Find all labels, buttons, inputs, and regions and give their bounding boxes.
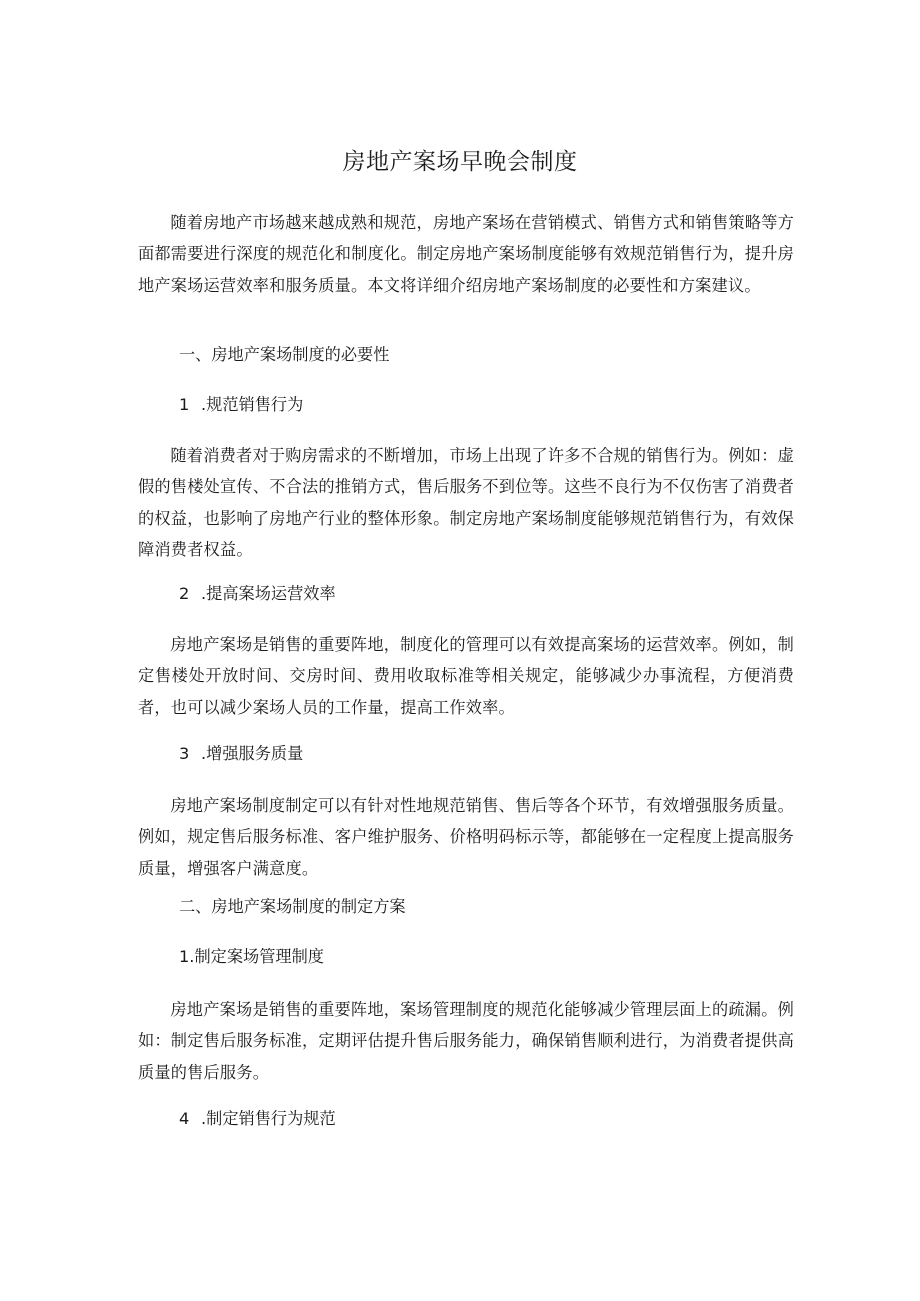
subheading-title: .规范销售行为 <box>201 395 304 414</box>
subheading-2-1: 1.制定案场管理制度 <box>179 947 324 966</box>
paragraph-1-1: 随着消费者对于购房需求的不断增加，市场上出现了许多不合规的销售行为。例如：虚假的售楼处宣传、不合法的推销方式，售后服务不到位等。这些不良行为不仅伤害了消费者的权益，也影响了房地产行业的整体形象。制定房地产案场制度能够规范销售行为，有效保障消费者权益。 <box>138 446 794 559</box>
subheading-number: 3 <box>179 744 190 763</box>
section-2-heading: 二、房地产案场制度的制定方案 <box>179 897 406 916</box>
subheading-2-2 <box>179 1103 336 1134</box>
subheading-number: 2 <box>179 584 190 603</box>
subheading-1-1 <box>179 389 303 420</box>
subheading-1-3 <box>179 738 303 769</box>
subheading-1-2 <box>179 578 336 609</box>
document-title: 房地产案场早晚会制度 <box>342 149 578 176</box>
section-1-heading: 一、房地产案场制度的必要性 <box>179 345 390 364</box>
subheading-number: 1 <box>179 395 190 414</box>
paragraph-1-2: 房地产案场是销售的重要阵地，制度化的管理可以有效提高案场的运营效率。例如，制定售楼处开放时间、交房时间、费用收取标准等相关规定，能够减少办事流程，方便消费者，也可以减少案场人员的工作量，提高工作效率。 <box>138 635 794 717</box>
paragraph-1-3: 房地产案场制度制定可以有针对性地规范销售、售后等各个环节，有效增强服务质量。例如，规定售后服务标准、客户维护服务、价格明码标示等，都能够在一定程度上提高服务质量，增强客户满意度。 <box>138 796 794 878</box>
paragraph-2-1: 房地产案场是销售的重要阵地，案场管理制度的规范化能够减少管理层面上的疏漏。例如：制定售后服务标准，定期评估提升售后服务能力，确保销售顺利进行，为消费者提供高质量的售后服务。 <box>138 1000 794 1082</box>
intro-paragraph: 随着房地产市场越来越成熟和规范，房地产案场在营销模式、销售方式和销售策略等方面都需要进行深度的规范化和制度化。制定房地产案场制度能够有效规范销售行为，提升房地产案场运营效率和服务质量。本文将详细介绍房地产案场制度的必要性和方案建议。 <box>138 213 794 295</box>
subheading-title: .增强服务质量 <box>201 744 304 763</box>
subheading-title: .提高案场运营效率 <box>201 584 336 603</box>
subheading-number: 4 <box>179 1109 190 1128</box>
subheading-title: .制定销售行为规范 <box>201 1109 336 1128</box>
